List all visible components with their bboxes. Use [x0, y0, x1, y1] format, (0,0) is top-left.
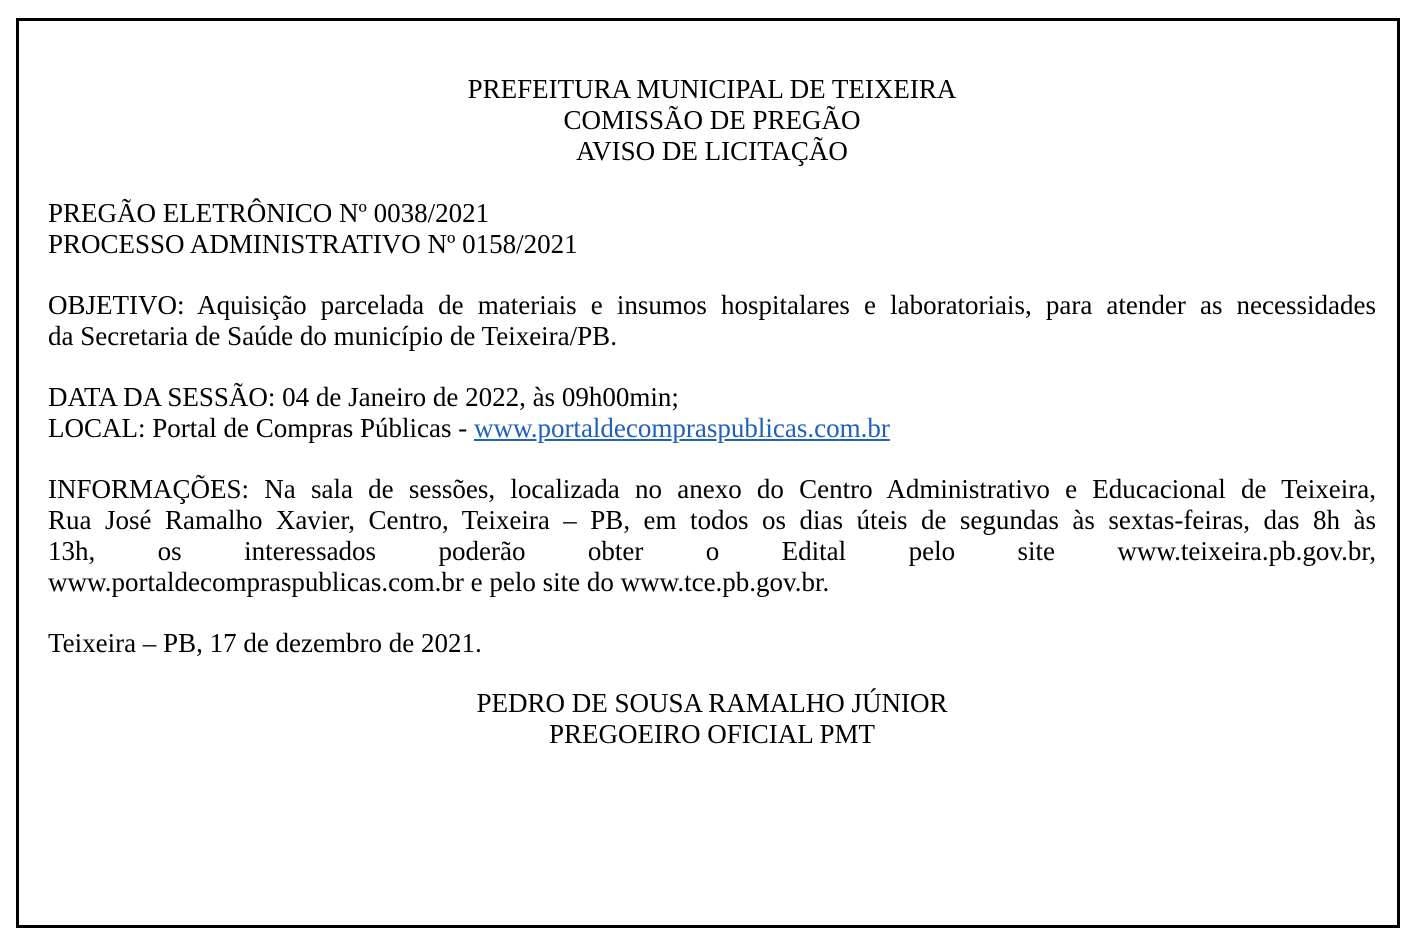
objective-line-2: da Secretaria de Saúde do município de Teixeira/PB.: [48, 321, 617, 351]
session-local-label: LOCAL: Portal de Compras Públicas -: [48, 413, 474, 443]
portal-link[interactable]: www.portaldecompraspublicas.com.br: [473, 413, 890, 443]
pregao-number: PREGÃO ELETRÔNICO Nº 0038/2021: [48, 198, 490, 228]
info-line-3: 13h, os interessados poderão obter o Edital pelo site www.teixeira.pb.gov.br,: [48, 536, 1376, 566]
signature-role: PREGOEIRO OFICIAL PMT: [548, 719, 876, 749]
info-paragraph: [48, 474, 1376, 598]
signature-block: [48, 688, 1376, 750]
signature-name: PEDRO DE SOUSA RAMALHO JÚNIOR: [476, 688, 948, 718]
objective-paragraph: [48, 290, 1376, 352]
session-date: DATA DA SESSÃO: 04 de Janeiro de 2022, às 09h00min;: [48, 382, 679, 412]
notice-content: [48, 74, 1376, 750]
process-info: [48, 198, 1376, 260]
info-line-2: Rua José Ramalho Xavier, Centro, Teixeira – PB, em todos os dias úteis de segundas às sextas-feiras, das 8h às: [48, 505, 1376, 535]
header-commission: COMISSÃO DE PREGÃO: [563, 105, 861, 135]
session-info: [48, 382, 1376, 444]
header-notice-title: AVISO DE LICITAÇÃO: [576, 136, 848, 166]
info-line-1: INFORMAÇÕES: Na sala de sessões, localizada no anexo do Centro Administrativo e Educacional de Teixeira,: [48, 474, 1376, 504]
info-line-4: www.portaldecompraspublicas.com.br e pelo site do www.tce.pb.gov.br.: [48, 567, 830, 597]
header-municipality: PREFEITURA MUNICIPAL DE TEIXEIRA: [467, 74, 957, 104]
date-place: Teixeira – PB, 17 de dezembro de 2021.: [48, 628, 482, 658]
notice-header: [48, 74, 1376, 167]
processo-number: PROCESSO ADMINISTRATIVO Nº 0158/2021: [48, 229, 578, 259]
objective-line-1: OBJETIVO: Aquisição parcelada de materiais e insumos hospitalares e laboratoriais, para atender as necessidades: [48, 290, 1376, 320]
session-local: [48, 413, 1376, 444]
